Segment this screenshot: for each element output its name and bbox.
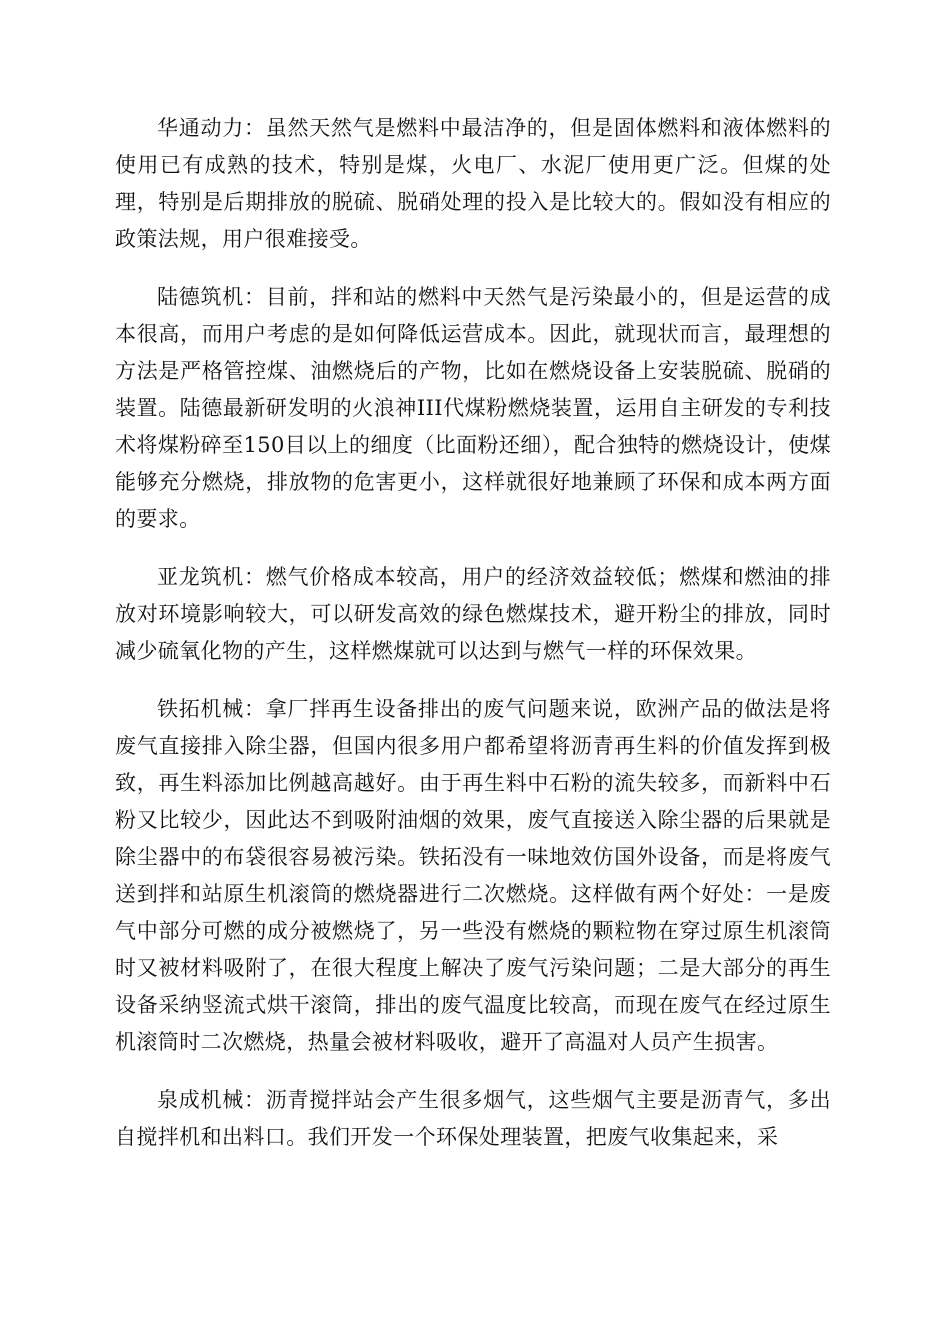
- paragraph-quancheng: [115, 1082, 831, 1156]
- speaker-name: 亚龙筑机：: [157, 565, 266, 589]
- paragraph-yalong: [115, 559, 831, 670]
- paragraph-text: 目前，拌和站的燃料中天然气是污染最小的，但是运营的成本很高，而用户考虑的是如何降低运营成本。因此，就现状而言，最理想的方法是严格管控煤、油燃烧后的产物，比如在燃烧设备上安装脱硫、脱硝的装置。陆德最新研发明的火浪神III代煤粉燃烧装置，运用自主研发的专利技术将煤粉碎至150目以上的细度（比面粉还细），配合独特的燃烧设计，使煤能够充分燃烧，排放物的危害更小，这样就很好地兼顾了环保和成本两方面的要求。: [115, 285, 831, 531]
- speaker-name: 华通动力：: [157, 116, 266, 140]
- document-body: [115, 110, 831, 1177]
- paragraph-huatong: [115, 110, 831, 258]
- paragraph-lude: [115, 279, 831, 538]
- paragraph-text: 虽然天然气是燃料中最洁净的，但是固体燃料和液体燃料的使用已有成熟的技术，特别是煤，火电厂、水泥厂使用更广泛。但煤的处理，特别是后期排放的脱硫、脱硝处理的投入是比较大的。假如没有相应的政策法规，用户很难接受。: [115, 116, 831, 251]
- paragraph-text: 拿厂拌再生设备排出的废气问题来说，欧洲产品的做法是将废气直接排入除尘器，但国内很多用户都希望将沥青再生料的价值发挥到极致，再生料添加比例越高越好。由于再生料中石粉的流失较多，而新料中石粉又比较少，因此达不到吸附油烟的效果，废气直接送入除尘器的后果就是除尘器中的布袋很容易被污染。铁拓没有一味地效仿国外设备，而是将废气送到拌和站原生机滚筒的燃烧器进行二次燃烧。这样做有两个好处：一是废气中部分可燃的成分被燃烧了，另一些没有燃烧的颗粒物在穿过原生机滚筒时又被材料吸附了，在很大程度上解决了废气污染问题；二是大部分的再生设备采纳竖流式烘干滚筒，排出的废气温度比较高，而现在废气在经过原生机滚筒时二次燃烧，热量会被材料吸收，避开了高温对人员产生损害。: [115, 697, 831, 1054]
- speaker-name: 铁拓机械：: [157, 697, 266, 721]
- paragraph-tietuo: [115, 691, 831, 1061]
- speaker-name: 泉成机械：: [157, 1088, 266, 1112]
- paragraph-text: 燃气价格成本较高，用户的经济效益较低；燃煤和燃油的排放对环境影响较大，可以研发高效的绿色燃煤技术，避开粉尘的排放，同时减少硫氧化物的产生，这样燃煤就可以达到与燃气一样的环保效果。: [115, 565, 831, 663]
- speaker-name: 陆德筑机：: [157, 285, 266, 309]
- paragraph-text: 沥青搅拌站会产生很多烟气，这些烟气主要是沥青气，多出自搅拌机和出料口。我们开发一个环保处理装置，把废气收集起来，采: [115, 1088, 831, 1149]
